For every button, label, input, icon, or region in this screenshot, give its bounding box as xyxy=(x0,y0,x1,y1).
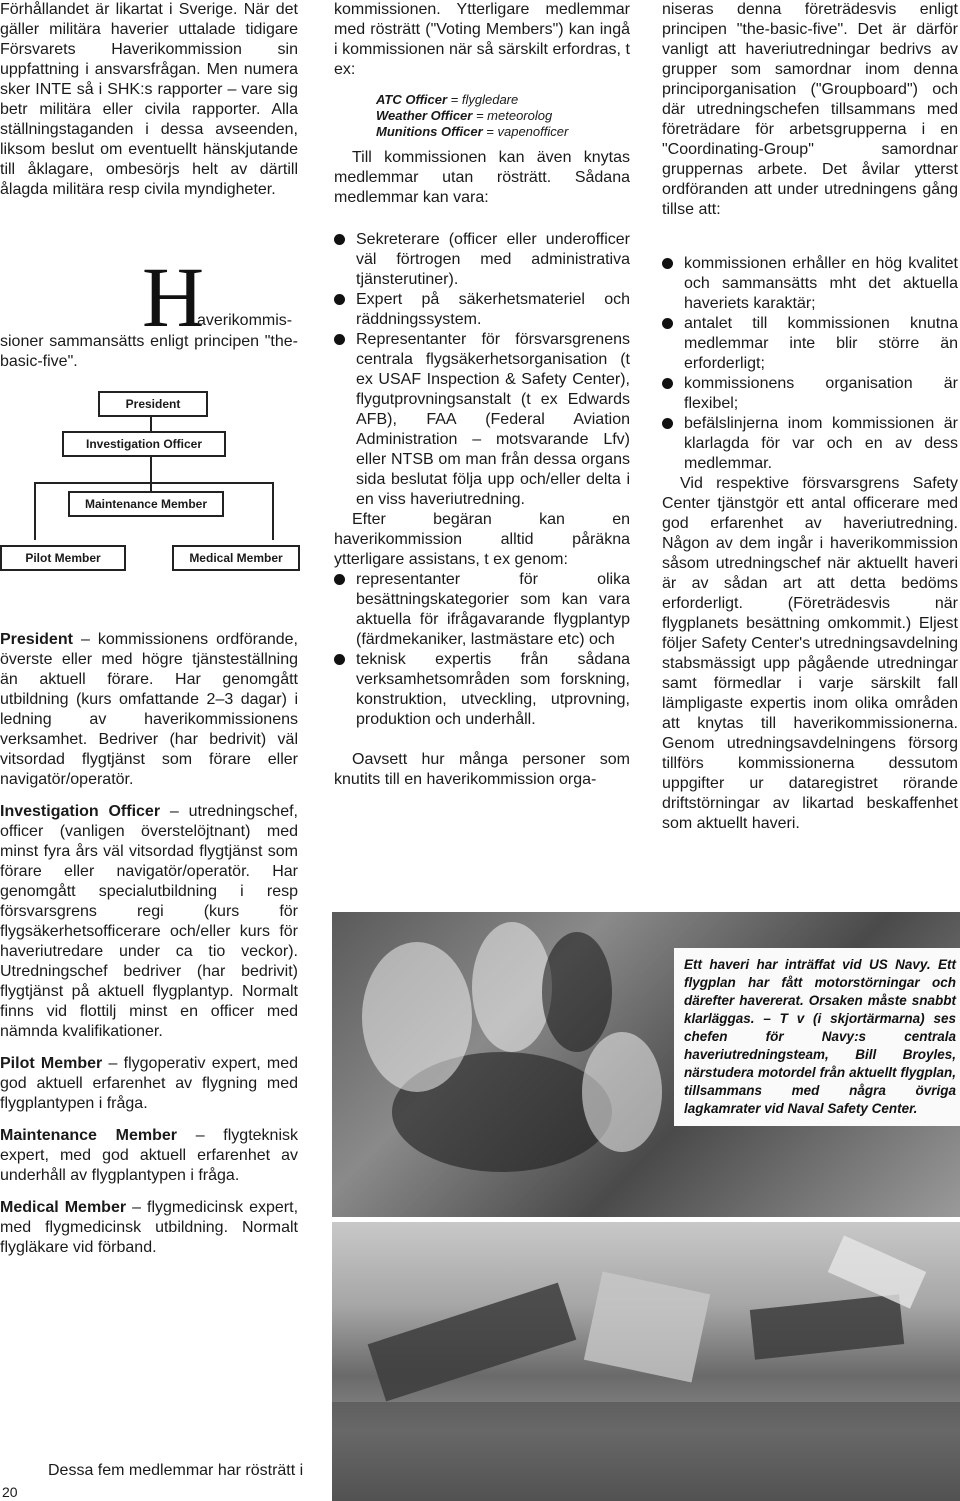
list-item xyxy=(662,314,958,374)
photo-ground xyxy=(332,1402,960,1501)
list-item xyxy=(662,374,958,414)
drop-cap-rest: averikommis- xyxy=(197,312,293,329)
photo-debris xyxy=(750,1294,904,1359)
drop-cap: H xyxy=(142,249,205,345)
list-item xyxy=(662,254,958,314)
list-item-text: kommissionen erhåller en hög kvalitet och sammansätts mht det aktuella haveriets karaktär; xyxy=(684,255,958,312)
org-connector xyxy=(272,482,274,540)
list-item xyxy=(334,230,630,290)
photo-debris xyxy=(368,1283,577,1402)
definition-maintenance-member xyxy=(0,1126,298,1186)
definition-pilot-member xyxy=(0,1054,298,1114)
org-box-president: President xyxy=(98,391,208,417)
member-definitions xyxy=(0,630,298,1270)
photo-wreckage xyxy=(332,1222,960,1501)
list-item-text: Expert på säkerhetsmateriel och räddningssystem. xyxy=(356,291,630,328)
photo-person xyxy=(542,932,612,1052)
definition-text: – flygmedicinsk expert, med flygmedicinsk utbildning. Normalt flygläkare vid förband. xyxy=(0,1199,299,1256)
role-meaning: = flygledare xyxy=(450,92,519,107)
paragraph: kommissionen. Ytterligare medlemmar med rösträtt ("Voting Members") kan ingå i kommissionen när så särskilt erfordras, t ex: xyxy=(334,1,630,78)
role-item xyxy=(376,108,630,124)
column-1 xyxy=(0,0,298,200)
org-connector xyxy=(34,482,36,540)
list-item xyxy=(334,570,630,650)
org-box-maintenance: Maintenance Member xyxy=(68,491,224,517)
role-name: Weather Officer xyxy=(376,108,473,123)
photo-debris xyxy=(584,1272,710,1383)
definition-president xyxy=(0,630,298,790)
section-lead: sioner sammansätts enligt principen "the-basic-five". xyxy=(0,333,298,370)
bullet-icon xyxy=(662,378,673,389)
definition-text: – flygteknisk expert, med god aktuell erfarenhet av underhåll av flygplantypen i fråga. xyxy=(0,1127,299,1184)
bullet-icon xyxy=(334,294,345,305)
bullet-icon xyxy=(334,234,345,245)
list-item xyxy=(662,414,958,474)
list-item xyxy=(334,650,630,730)
column-1-last-line: Dessa fem medlemmar har rösträtt i xyxy=(48,1462,304,1479)
intro-paragraph: Förhållandet är likartat i Sverige. När det gäller militära haverier uttalade tidigare Försvarets Haverikommission sin uppfattning i ansvarsfrågan. Men numera sker INTE så i SHK:s rapporter – vare sig betr militära eller civila rapporter. Alla ställningstaganden i dessa avseenden, liksom beslut om eventuellt hänskjutande till åklagare, ombesörjs helt av därtill ålagda militära resp civila myndigheter. xyxy=(0,1,298,198)
paragraph: Vid respektive försvarsgrens Safety Center tjänstgör ett antal officerare med god erfarenhet av haveriutredning. Någon av dem ingår i haverikommission såsom utredningschef när aktuellt haveri är av sådan art att detta bedöms erforderligt. (Företrädesvis när flygplanets besättning omkommit.) Eljest följer Safety Center's utredningsavdelning stabsmässigt upp pågående utredningar samt förmedlar i varje särskilt fall lämpligaste expertis inom olika områden att knytas till haverikommissionerna. Genom utredningsavdelningens försorg tillförs kommissionerna dessutom uppgifter ur dataregistret rörande driftstörningar av likartad beskaffenhet som aktuellt haveri. xyxy=(662,475,958,832)
photo-investigators xyxy=(332,912,960,1217)
org-chart xyxy=(0,385,298,575)
list-item-text: representanter för olika besättningskategorier som kan vara aktuella för ifrågavarande flygplantyp (färdmekaniker, lastmästare etc) och xyxy=(356,571,630,648)
role-item xyxy=(376,92,630,108)
paragraph: Efter begäran kan en haverikommission alltid påräkna ytterligare assistans, t ex genom: xyxy=(334,511,630,568)
list-item-text: teknisk expertis från sådana verksamhetsområden som forskning, konstruktion, utveckling, utprovning, produktion och underhåll. xyxy=(356,651,630,728)
assistance-list xyxy=(334,570,630,730)
chair-duties-list xyxy=(662,254,958,474)
list-item-text: befälslinjerna inom kommissionen är klarlagda för var och en av dess medlemmar. xyxy=(684,415,958,472)
org-box-pilot: Pilot Member xyxy=(0,545,126,571)
org-connector xyxy=(150,415,152,431)
org-box-medical: Medical Member xyxy=(172,545,300,571)
list-item xyxy=(334,290,630,330)
definition-medical-member xyxy=(0,1198,298,1258)
voting-roles-list xyxy=(376,92,630,140)
definition-term: Medical Member xyxy=(0,1199,127,1216)
definition-text: – kommissionens ordförande, överste eller med högre tjänsteställning än aktuell förare. Har genomgått utbildning (kurs omfattande 2–3 dagar) i ledning av haverikommissionens verksamhet. Bedriver (har bedrivit) väl vitsordad flygtjänst som förare eller navigatör/operatör. xyxy=(0,631,298,788)
definition-term: President xyxy=(0,631,73,648)
non-voting-members-list xyxy=(334,230,630,510)
list-item xyxy=(334,330,630,510)
photo-caption: Ett haveri har inträffat vid US Navy. Ett flygplan har fått motorstörningar och därefter havererat. Orsaken måste snabbt klarläggas. – T v (i skjortärmarna) ses chefen för Navy:s centrala haveriutredningsteam, Bill Broyles, närstudera motordel från aktuellt flygplan, tillsammans med några övriga lagkamrater vid Naval Safety Center. xyxy=(674,948,960,1126)
photo-person xyxy=(582,1032,662,1152)
bullet-icon xyxy=(334,334,345,345)
role-name: Munitions Officer xyxy=(376,124,483,139)
role-meaning: = meteorolog xyxy=(475,108,553,123)
list-item-text: Sekreterare (officer eller underofficer väl förtrogen med administrativa tjänsterutiner). xyxy=(356,231,630,288)
definition-term: Pilot Member xyxy=(0,1055,103,1072)
bullet-icon xyxy=(662,418,673,429)
role-meaning: = vapenofficer xyxy=(486,124,569,139)
paragraph: Till kommissionen kan även knytas medlemmar utan rösträtt. Sådana medlemmar kan vara: xyxy=(334,149,630,206)
role-item xyxy=(376,124,630,140)
column-3 xyxy=(662,0,958,834)
column-2 xyxy=(334,0,630,790)
photo-person xyxy=(472,922,552,1052)
definition-investigation-officer xyxy=(0,802,298,1042)
bullet-icon xyxy=(334,574,345,585)
role-name: ATC Officer xyxy=(376,92,448,107)
paragraph: niseras denna företrädesvis enligt principen "the-basic-five". Det är därför vanligt att haveriutredningar bedrivs av grupper som samordnar inom denna principorganisation ("Groupboard") och där utredningschefen tillsammans med företrädare för arbetsgrupperna i en "Coordinating-Group" samordnar gruppernas arbete. Det åvilar ytterst ordföranden att under utredningens gång tillse att: xyxy=(662,1,958,218)
org-connector xyxy=(34,482,274,484)
definition-term: Maintenance Member xyxy=(0,1127,177,1144)
list-item-text: antalet till kommissionen knutna medlemmar inte blir större än erforderligt; xyxy=(684,315,958,372)
org-box-investigation: Investigation Officer xyxy=(62,431,226,457)
definition-term: Investigation Officer xyxy=(0,803,161,820)
org-connector xyxy=(150,455,152,483)
page-number: 20 xyxy=(2,1484,18,1500)
list-item-text: Representanter för försvarsgrenens centrala flygsäkerhetsorganisation (t ex USAF Inspection & Safety Center), flygutprovningsanstalt (t ex Edwards AFB), FAA (Federal Aviation Administration – motsvarande Lfv) eller NTSB om man från dessa organs sida beslutat följa upp och/eller delta i en viss haveriutredning. xyxy=(356,331,630,508)
paragraph: Oavsett hur många personer som knutits till en haverikommission orga- xyxy=(334,751,630,788)
definition-text: – utredningschef, officer (vanligen överstelöjtnant) med minst fyra års väl vitsordad flygtjänst som förare eller navigatör/operatör. Har genomgått specialutbildning i resp försvarsgrens regi (kurs för flygsäkerhetsofficerare och/eller kurs för haveriutredare under ca tio veckor). Utredningschef bedriver (har bedrivit) flygtjänst på aktuell flygplantyp. Normalt finns vid flottilj minst en officer med nämnda kvalifikationer. xyxy=(0,803,298,1040)
list-item-text: kommissionens organisation är flexibel; xyxy=(684,375,958,412)
bullet-icon xyxy=(334,654,345,665)
photo-person xyxy=(362,942,472,1092)
bullet-icon xyxy=(662,318,673,329)
bullet-icon xyxy=(662,258,673,269)
definition-text: – flygoperativ expert, med god aktuell erfarenhet av flygning med flygplantypen i fråga. xyxy=(0,1055,298,1112)
